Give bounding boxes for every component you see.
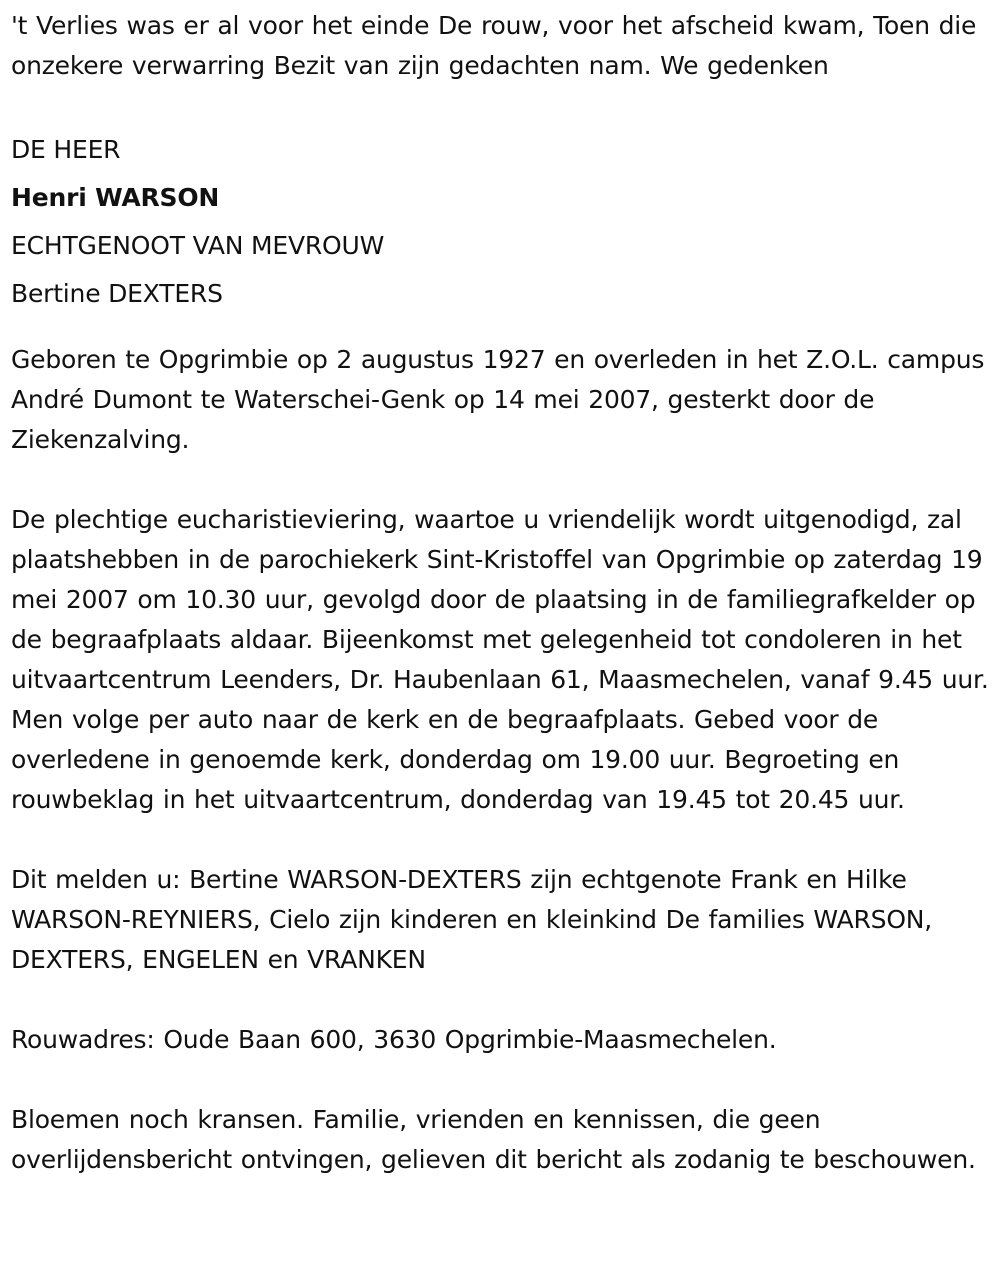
honorific: DE HEER — [11, 135, 121, 164]
address-paragraph: Rouwadres: Oude Baan 600, 3630 Opgrimbie-Maasmechelen. — [11, 1025, 777, 1054]
birth-death-paragraph: Geboren te Opgrimbie op 2 augustus 1927 en overleden in het Z.O.L. campus André Dumont te Waterschei-Genk op 14 mei 2007, gesterkt door de Ziekenzalving. — [11, 345, 985, 454]
ceremony-paragraph: De plechtige eucharistieviering, waartoe u vriendelijk wordt uitgenodigd, zal plaatshebben in de parochiekerk Sint-Kristoffel van Opgrimbie op zaterdag 19 mei 2007 om 10.30 uur, gevolgd door de plaatsing in de familiegrafkelder op de begraafplaats aldaar. Bijeenkomst met gelegenheid tot condoleren in het uitvaartcentrum Leenders, Dr. Haubenlaan 61, Maasmechelen, vanaf 9.45 uur. Men volge per auto naar de kerk en de begraafplaats. Gebed voor de overledene in genoemde kerk, donderdag om 19.00 uur. Begroeting en rouwbeklag in het uitvaartcentrum, donderdag van 19.45 tot 20.45 uur. — [11, 505, 989, 814]
spacer — [11, 86, 989, 126]
spacer — [11, 820, 989, 860]
family-paragraph: Dit melden u: Bertine WARSON-DEXTERS zijn echtgenote Frank en Hilke WARSON-REYNIERS, Cielo zijn kinderen en kleinkind De families WARSON, DEXTERS, ENGELEN en VRANKEN — [11, 865, 933, 974]
flowers-paragraph: Bloemen noch kransen. Familie, vrienden en kennissen, die geen overlijdensbericht ontvingen, gelieven dit bericht als zodanig te beschouwen. — [11, 1105, 976, 1174]
deceased-name: Henri WARSON — [11, 183, 220, 212]
spacer — [11, 980, 989, 1020]
spacer — [11, 460, 989, 500]
spacer — [11, 1060, 989, 1100]
obituary-document — [11, 6, 989, 1180]
intro-poem: 't Verlies was er al voor het einde De rouw, voor het afscheid kwam, Toen die onzekere verwarring Bezit van zijn gedachten nam. We gedenken — [11, 11, 977, 80]
spacer — [11, 318, 989, 340]
relation-line: ECHTGENOOT VAN MEVROUW — [11, 231, 385, 260]
spouse-name: Bertine DEXTERS — [11, 279, 223, 308]
